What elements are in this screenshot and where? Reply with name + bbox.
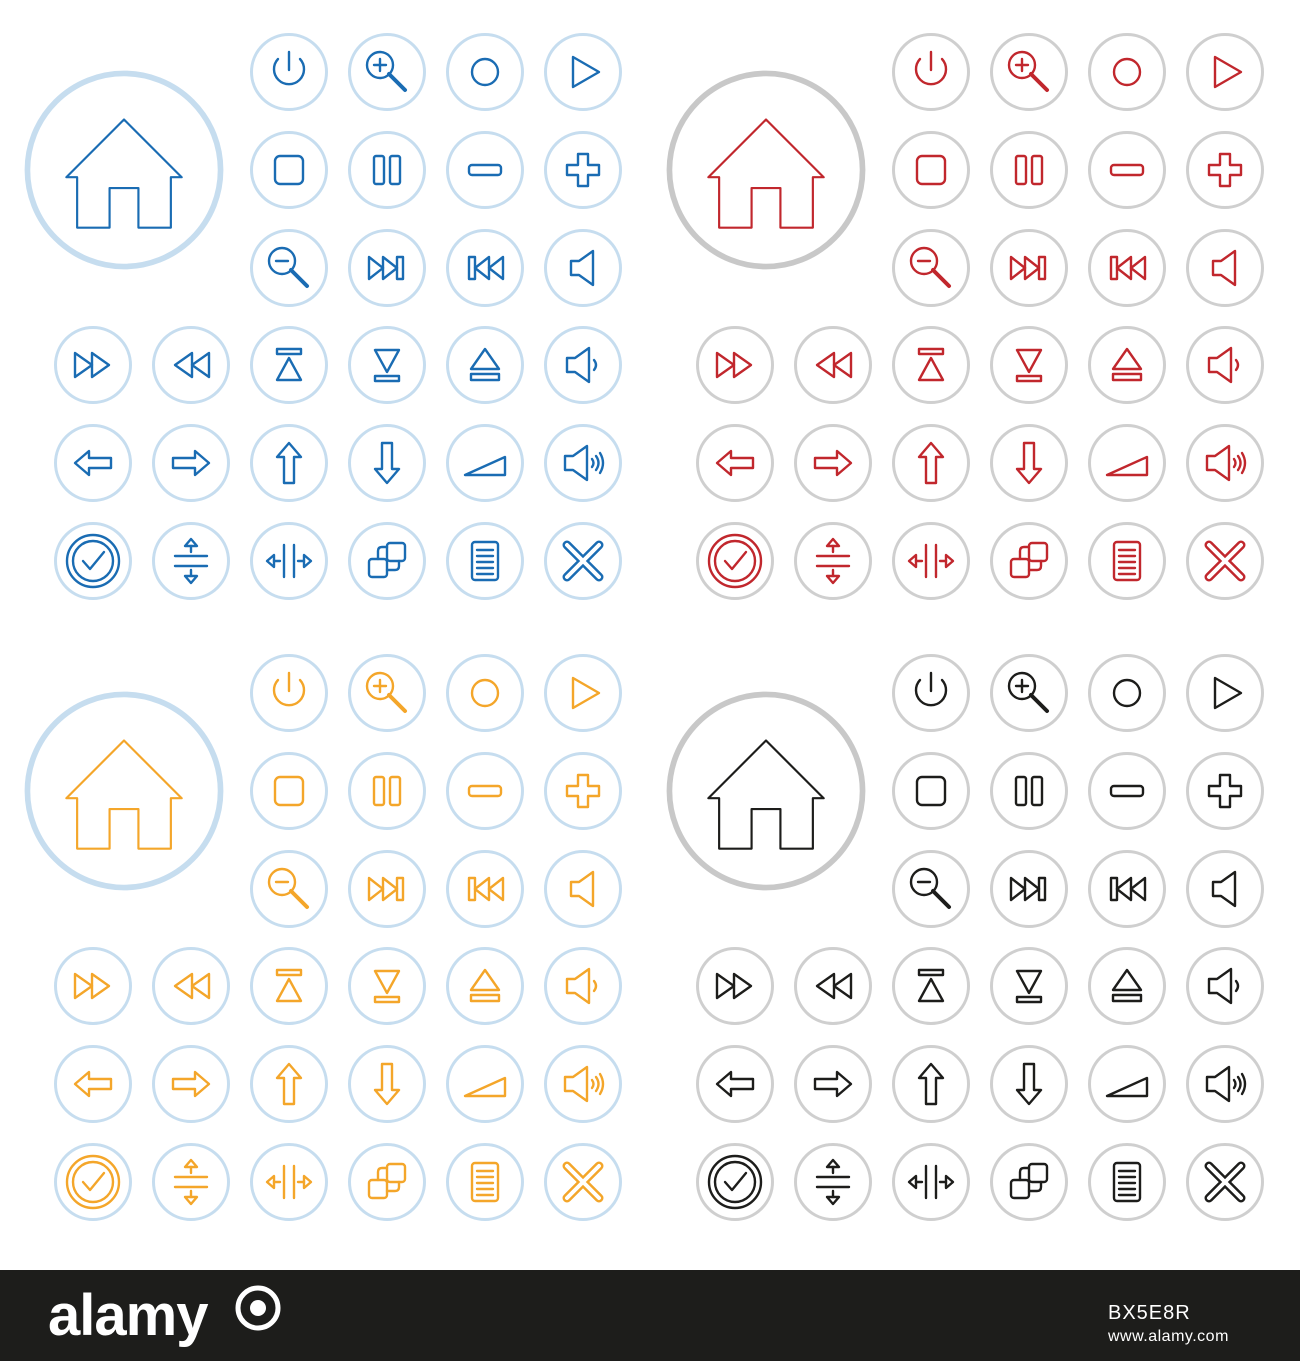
- orange-copy-icon[interactable]: [347, 1142, 427, 1222]
- blue-plus-icon[interactable]: [543, 130, 623, 210]
- blue-speaker-high-icon[interactable]: [543, 423, 623, 503]
- orange-zoom-out-icon[interactable]: [249, 849, 329, 929]
- blue-bottom-icon[interactable]: [347, 325, 427, 405]
- orange-arrow-right-icon[interactable]: [151, 1044, 231, 1124]
- red-rewind-icon[interactable]: [793, 325, 873, 405]
- orange-eject-icon[interactable]: [445, 946, 525, 1026]
- red-top-icon[interactable]: [891, 325, 971, 405]
- orange-bottom-icon[interactable]: [347, 946, 427, 1026]
- orange-play-icon[interactable]: [543, 653, 623, 733]
- orange-power-icon[interactable]: [249, 653, 329, 733]
- blue-fast-forward-icon[interactable]: [53, 325, 133, 405]
- orange-plus-icon[interactable]: [543, 751, 623, 831]
- blue-zoom-out-icon[interactable]: [249, 228, 329, 308]
- black-volume-ramp-icon[interactable]: [1087, 1044, 1167, 1124]
- blue-speaker-low-icon[interactable]: [543, 325, 623, 405]
- black-copy-icon[interactable]: [989, 1142, 1069, 1222]
- orange-speaker-high-icon[interactable]: [543, 1044, 623, 1124]
- red-record-icon[interactable]: [1087, 32, 1167, 112]
- red-pause-icon[interactable]: [989, 130, 1069, 210]
- red-fast-forward-icon[interactable]: [695, 325, 775, 405]
- orange-top-icon[interactable]: [249, 946, 329, 1026]
- red-home-icon[interactable]: [663, 67, 869, 273]
- orange-arrow-up-icon[interactable]: [249, 1044, 329, 1124]
- blue-arrow-down-icon[interactable]: [347, 423, 427, 503]
- orange-home-icon[interactable]: [21, 688, 227, 894]
- orange-minus-icon[interactable]: [445, 751, 525, 831]
- black-speaker-low-icon[interactable]: [1185, 946, 1265, 1026]
- black-pause-icon[interactable]: [989, 751, 1069, 831]
- orange-speaker-low-icon[interactable]: [543, 946, 623, 1026]
- black-zoom-in-icon[interactable]: [989, 653, 1069, 733]
- black-power-icon[interactable]: [891, 653, 971, 733]
- red-arrow-left-icon[interactable]: [695, 423, 775, 503]
- black-play-icon[interactable]: [1185, 653, 1265, 733]
- orange-skip-back-icon[interactable]: [445, 849, 525, 929]
- red-arrow-down-icon[interactable]: [989, 423, 1069, 503]
- red-vertical-split-icon[interactable]: [793, 521, 873, 601]
- blue-speaker-mute-icon[interactable]: [543, 228, 623, 308]
- image-id: BX5E8R: [1108, 1302, 1191, 1324]
- red-power-icon[interactable]: [891, 32, 971, 112]
- orange-stop-icon[interactable]: [249, 751, 329, 831]
- black-arrow-up-icon[interactable]: [891, 1044, 971, 1124]
- red-eject-icon[interactable]: [1087, 325, 1167, 405]
- blue-skip-forward-icon[interactable]: [347, 228, 427, 308]
- orange-pause-icon[interactable]: [347, 751, 427, 831]
- watermark-banner: [0, 1270, 1300, 1361]
- black-stop-icon[interactable]: [891, 751, 971, 831]
- red-horizontal-split-icon[interactable]: [891, 521, 971, 601]
- red-speaker-high-icon[interactable]: [1185, 423, 1265, 503]
- orange-skip-forward-icon[interactable]: [347, 849, 427, 929]
- black-home-icon[interactable]: [663, 688, 869, 894]
- black-top-icon[interactable]: [891, 946, 971, 1026]
- blue-volume-ramp-icon[interactable]: [445, 423, 525, 503]
- blue-power-icon[interactable]: [249, 32, 329, 112]
- blue-horizontal-split-icon[interactable]: [249, 521, 329, 601]
- black-bottom-icon[interactable]: [989, 946, 1069, 1026]
- red-close-icon[interactable]: [1185, 521, 1265, 601]
- blue-pause-icon[interactable]: [347, 130, 427, 210]
- alamy-logo-mark-icon: [234, 1284, 282, 1332]
- black-skip-forward-icon[interactable]: [989, 849, 1069, 929]
- blue-copy-icon[interactable]: [347, 521, 427, 601]
- red-stop-icon[interactable]: [891, 130, 971, 210]
- black-skip-back-icon[interactable]: [1087, 849, 1167, 929]
- black-fast-forward-icon[interactable]: [695, 946, 775, 1026]
- red-plus-icon[interactable]: [1185, 130, 1265, 210]
- red-skip-forward-icon[interactable]: [989, 228, 1069, 308]
- blue-play-icon[interactable]: [543, 32, 623, 112]
- red-volume-ramp-icon[interactable]: [1087, 423, 1167, 503]
- red-zoom-in-icon[interactable]: [989, 32, 1069, 112]
- blue-vertical-split-icon[interactable]: [151, 521, 231, 601]
- black-arrow-left-icon[interactable]: [695, 1044, 775, 1124]
- red-bottom-icon[interactable]: [989, 325, 1069, 405]
- orange-arrow-down-icon[interactable]: [347, 1044, 427, 1124]
- orange-volume-ramp-icon[interactable]: [445, 1044, 525, 1124]
- orange-zoom-in-icon[interactable]: [347, 653, 427, 733]
- black-horizontal-split-icon[interactable]: [891, 1142, 971, 1222]
- black-arrow-right-icon[interactable]: [793, 1044, 873, 1124]
- black-minus-icon[interactable]: [1087, 751, 1167, 831]
- blue-minus-icon[interactable]: [445, 130, 525, 210]
- red-minus-icon[interactable]: [1087, 130, 1167, 210]
- orange-document-icon[interactable]: [445, 1142, 525, 1222]
- blue-document-icon[interactable]: [445, 521, 525, 601]
- black-speaker-mute-icon[interactable]: [1185, 849, 1265, 929]
- black-rewind-icon[interactable]: [793, 946, 873, 1026]
- alamy-logo: alamy: [48, 1283, 208, 1348]
- black-checkmark-icon[interactable]: [695, 1142, 775, 1222]
- orange-record-icon[interactable]: [445, 653, 525, 733]
- red-play-icon[interactable]: [1185, 32, 1265, 112]
- orange-rewind-icon[interactable]: [151, 946, 231, 1026]
- orange-horizontal-split-icon[interactable]: [249, 1142, 329, 1222]
- red-checkmark-icon[interactable]: [695, 521, 775, 601]
- blue-arrow-right-icon[interactable]: [151, 423, 231, 503]
- blue-top-icon[interactable]: [249, 325, 329, 405]
- black-record-icon[interactable]: [1087, 653, 1167, 733]
- blue-skip-back-icon[interactable]: [445, 228, 525, 308]
- black-speaker-high-icon[interactable]: [1185, 1044, 1265, 1124]
- blue-checkmark-icon[interactable]: [53, 521, 133, 601]
- blue-arrow-left-icon[interactable]: [53, 423, 133, 503]
- red-copy-icon[interactable]: [989, 521, 1069, 601]
- black-zoom-out-icon[interactable]: [891, 849, 971, 929]
- blue-zoom-in-icon[interactable]: [347, 32, 427, 112]
- red-zoom-out-icon[interactable]: [891, 228, 971, 308]
- orange-close-icon[interactable]: [543, 1142, 623, 1222]
- orange-vertical-split-icon[interactable]: [151, 1142, 231, 1222]
- blue-record-icon[interactable]: [445, 32, 525, 112]
- blue-stop-icon[interactable]: [249, 130, 329, 210]
- red-arrow-right-icon[interactable]: [793, 423, 873, 503]
- orange-fast-forward-icon[interactable]: [53, 946, 133, 1026]
- red-arrow-up-icon[interactable]: [891, 423, 971, 503]
- blue-rewind-icon[interactable]: [151, 325, 231, 405]
- black-close-icon[interactable]: [1185, 1142, 1265, 1222]
- red-document-icon[interactable]: [1087, 521, 1167, 601]
- red-skip-back-icon[interactable]: [1087, 228, 1167, 308]
- site-url: www.alamy.com: [1108, 1328, 1229, 1345]
- orange-speaker-mute-icon[interactable]: [543, 849, 623, 929]
- blue-eject-icon[interactable]: [445, 325, 525, 405]
- orange-checkmark-icon[interactable]: [53, 1142, 133, 1222]
- black-eject-icon[interactable]: [1087, 946, 1167, 1026]
- black-vertical-split-icon[interactable]: [793, 1142, 873, 1222]
- blue-close-icon[interactable]: [543, 521, 623, 601]
- red-speaker-low-icon[interactable]: [1185, 325, 1265, 405]
- red-speaker-mute-icon[interactable]: [1185, 228, 1265, 308]
- blue-home-icon[interactable]: [21, 67, 227, 273]
- orange-arrow-left-icon[interactable]: [53, 1044, 133, 1124]
- black-arrow-down-icon[interactable]: [989, 1044, 1069, 1124]
- black-plus-icon[interactable]: [1185, 751, 1265, 831]
- blue-arrow-up-icon[interactable]: [249, 423, 329, 503]
- black-document-icon[interactable]: [1087, 1142, 1167, 1222]
